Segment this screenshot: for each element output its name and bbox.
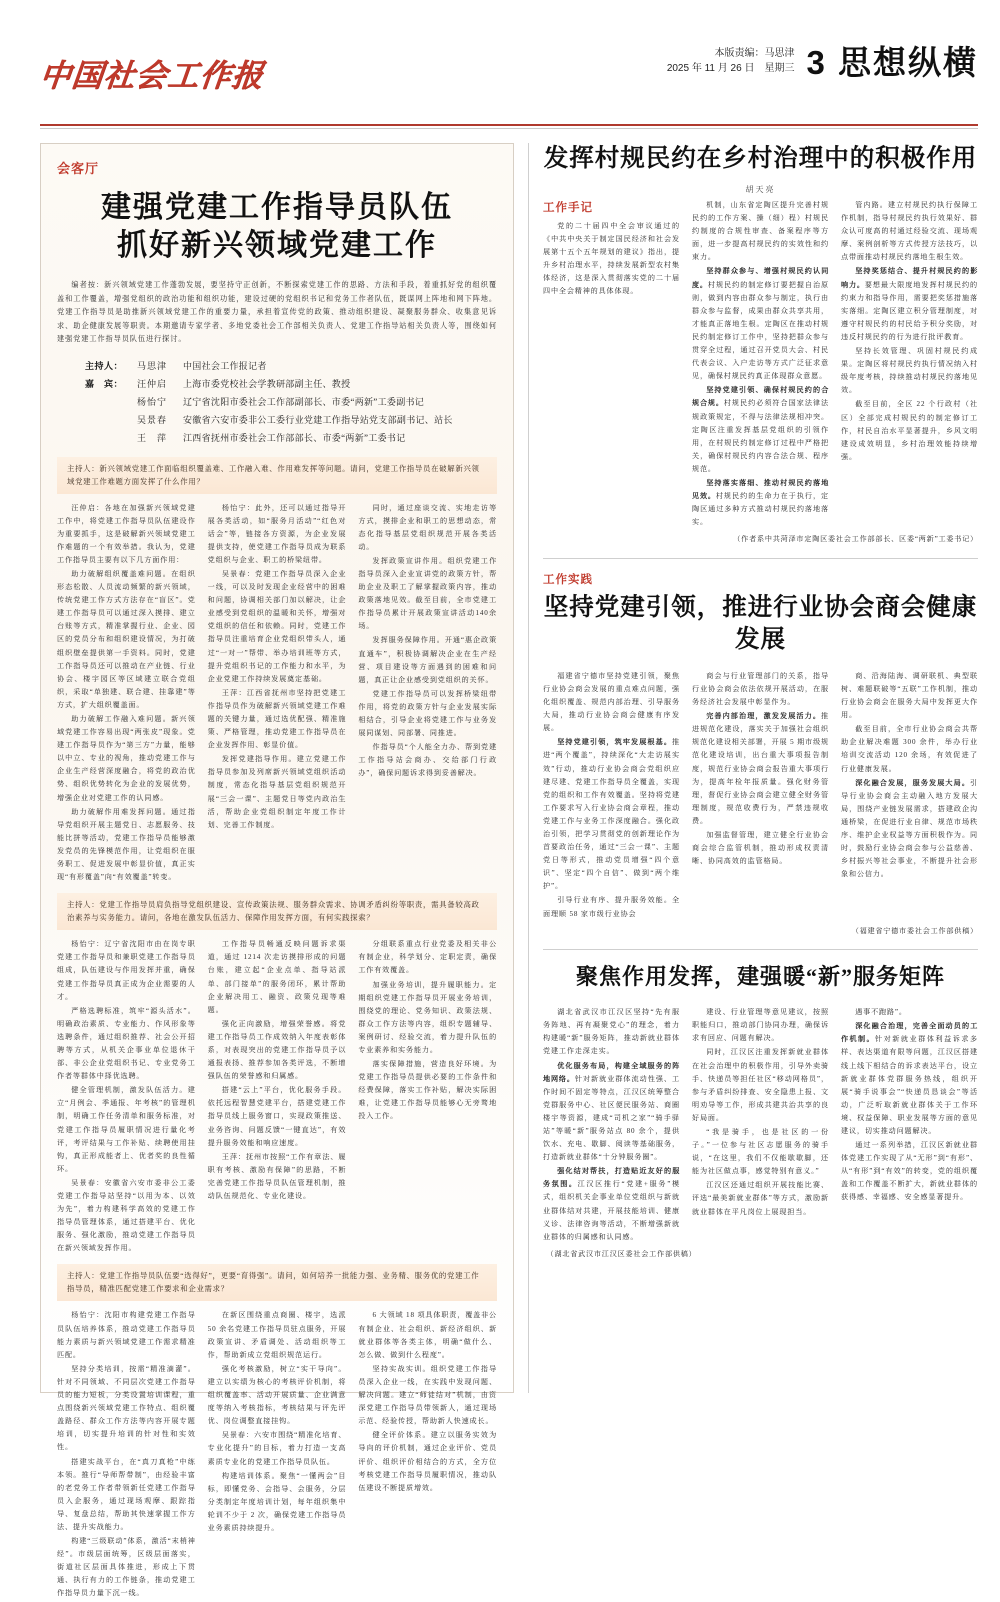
feature-s2-col2	[208, 938, 347, 1256]
roster-name: 杨怡宁	[137, 396, 168, 407]
body-paragraph: 助力破解组织覆盖难问题。在组织形态松散、人员流动频繁的新兴领域，传统党建工作方式方法存在“盲区”。党建工作指导员可以通过深入摸排、建立台账等方式，精准掌握行业、企业、园区的党员分布和组织建设情况，为打破组织壁垒提供第一手资料。同时，党建工作指导员还可以推动在产业链、行业协会、楼宇园区等区域建立联合党组织，采取“单独建、联合建、挂靠建”等方式，扩大组织覆盖面。	[57, 569, 196, 709]
article-3	[543, 962, 978, 1260]
body-paragraph: 汪仲启：各地在加强新兴领域党建工作中，将党建工作指导员队伍建设作为重要抓手，这是破解新兴领域党建工作难题的一个有效举措。我认为，党建工作指导员主要有以下几方面作用：	[57, 503, 196, 564]
body-paragraph: 杨怡宁：辽宁省沈阳市由在岗专职党建工作指导员和兼职党建工作指导员组成，队伍建设与作用发挥并重，确保党建工作指导员真正成为企业需要的人才。	[57, 940, 196, 1001]
feature-s1-col2	[208, 502, 347, 886]
body-paragraph: 健全管理机制，激发队伍活力。建立“月例会、季通报、年考核”的管理机制，明确工作任务清单和服务标准，对党建工作指导员履职情况进行量化考评，考评结果与工作补贴、续聘使用挂钩，真正形成能者上、优者奖的良性循环。	[57, 1086, 196, 1173]
article-2-col1	[543, 670, 680, 922]
section-name: 思想纵横	[838, 44, 978, 81]
feature-s1-col3	[358, 502, 497, 886]
article-2-col3	[841, 670, 978, 922]
article-1-byline: 胡天亮	[745, 185, 776, 194]
paragraph-subheading: 完善内部治理，激发发展活力。	[706, 712, 822, 721]
roster-row	[85, 429, 497, 447]
body-paragraph: 截至目前，全区 22 个行政村（社区）全部完成村规民约的制定修订工作，村民自治水平显著提升，乡风文明建设成效明显，乡村治理效能持续增强。	[841, 400, 978, 461]
body-paragraph: 强化考核激励，树立“实干导向”。建立以实绩为核心的考核评价机制，将组织覆盖率、活动开展质量、企业满意度等纳入考核指标，考核结果与评先评优、岗位调整直接挂钩。	[207, 1364, 347, 1426]
roster-desc: 上海市委党校社会学教研部副主任、教授	[183, 378, 351, 389]
body-paragraph: 坚持奖惩结合、提升村规民约的影响力。要想最大限度地发挥村规民约的约束力和指导作用，需要把奖惩措施落实落细。定陶区建立积分管理制度，对遵守村规民约的村民给予积分奖励，对违反村规民约的行为进行批评教育。	[841, 267, 978, 341]
roster-label	[85, 393, 137, 411]
body-paragraph: 构建“三级联动”体系，激活“末梢神经”。市级层面统筹，区级层面落实，街道社区层面具体推进，形成上下贯通、执行有力的工作链条，推动党建工作指导员力量下沉一线。	[57, 1537, 196, 1598]
body-paragraph: 强化正向激励，增强荣誉感。将党建工作指导员工作成效纳入年度表彰体系，对表现突出的党建工作指导员予以通报表扬、推荐参加各类评选，不断增强队伍的荣誉感和归属感。	[207, 1019, 347, 1081]
masthead-rule-thin	[40, 128, 978, 129]
body-paragraph: 商、沿海陆海、调研联机、典型联树、难题联破等“五联”工作机制，推动行业协会商会在服务大局中发挥更大作用。	[841, 671, 978, 720]
body-paragraph: 吴景春：党建工作指导员深入企业一线，可以及时发现企业经营中的困难和问题，协调相关部门加以解决，让企业感受到党组织的温暖和关怀，增强对党组织的信任和依赖。同时，党建工作指导员注重培育企业党组织带头人，通过“一对一”帮带、举办培训班等方式，提升党组织书记的工作能力和水平，为企业党建工作持续发展奠定基础。	[207, 569, 347, 683]
article-2-kicker: 工作实践	[543, 573, 593, 586]
body-paragraph: 王萍：江西省抚州市坚持把党建工作指导员作为破解新兴领域党建工作难题的关键力量，通过选优配强、精准施策、严格管理，推动党建工作指导员在企业发挥作用、彰显价值。	[207, 688, 347, 750]
roster-desc: 中国社会工作报记者	[183, 360, 267, 371]
body-paragraph: 杨怡宁：沈阳市构建党建工作指导员队伍培养体系，推动党建工作指导员能力素质与新兴领域党建工作需求精准匹配。	[57, 1311, 196, 1359]
column-divider	[528, 143, 529, 1393]
article-3-col2	[692, 1006, 829, 1245]
paragraph-subheading: 深化融合治理，完善全面动员的工作机制。	[841, 1022, 978, 1044]
body-paragraph: 引导行业有序、提升服务效能。全面理顺 58 家市级行业协会	[543, 896, 680, 918]
body-paragraph: 在新区围绕重点商圈、楼宇，选派 50 余名党建工作指导员驻点服务，开展政策宣讲、矛盾调处、活动组织等工作，帮助新成立党组织规范运行。	[207, 1311, 347, 1359]
article-divider-1	[543, 558, 978, 559]
body-paragraph: 健全评价体系。建立以服务实效为导向的评价机制，通过企业评价、党员评价、组织评价相结合的方式，全方位考核党建工作指导员履职情况，推动队伍建设不断提质增效。	[358, 1431, 498, 1492]
body-paragraph: 湖北省武汉市江汉区坚持“先有服务阵地、再有凝聚党心”的理念，着力构建暖“新”服务矩阵，推动新就业群体党建工作走深走实。	[543, 1008, 680, 1056]
article-2-columns	[543, 670, 978, 922]
body-paragraph: 发挥服务保障作用。开通“惠企政策直通车”，积极协调解决企业在生产经营、项目建设等方面遇到的困难和问题，真正让企业感受到党组织的关怀。	[358, 636, 498, 684]
body-paragraph: 通过一系列举措，江汉区新就业群体党建工作实现了从“无形”到“有形”、从“有形”到“有效”的转变，党的组织覆盖和工作覆盖不断扩大，新就业群体的获得感、幸福感、安全感显著提升。	[841, 1141, 978, 1202]
feature-s2-col1	[57, 938, 196, 1256]
feature-title-line2: 抓好新兴领域党建工作	[117, 229, 437, 262]
body-paragraph: 坚持实战实训。组织党建工作指导员深入企业一线，在实践中发现问题、解决问题。建立“师徒结对”机制，由资深党建工作指导员带领新人，通过现场示范、经验传授，帮助新人快速成长。	[358, 1364, 498, 1426]
body-paragraph: 助力破解作用难发挥问题。通过指导党组织开展主题党日、志愿服务、技能比拼等活动，党建工作指导员能够激发党员的先锋模范作用，让党组织在服务职工、促进发展中彰显价值，真正实现“有形覆盖”向“有效覆盖”转变。	[57, 807, 196, 882]
body-paragraph: 吴景春：安徽省六安市委非公工委党建工作指导站坚持“以用为本、以效为先”，着力构建科学高效的党建工作指导员管理体系，通过搭建平台、优化服务、强化激励，推动党建工作指导员在新兴领域发挥作用。	[57, 1178, 196, 1253]
body-paragraph: 管内路。建立村规民约执行保障工作机制，指导村规民约执行效果好、群众认可度高的村通过经验交流、现场观摩、案例剖析等方式传授方法技巧，以点带面推动村规民约落地生根生效。	[841, 201, 978, 262]
article-1-credit: （作者系中共菏泽市定陶区委社会工作部部长、区委“两新”工委书记）	[733, 535, 978, 544]
roster-desc: 辽宁省沈阳市委社会工作部副部长、市委“两新”工委副书记	[183, 396, 425, 407]
article-1-col1	[543, 199, 680, 530]
masthead-right	[667, 46, 978, 80]
article-1-col3	[841, 199, 978, 530]
roster-name: 马思津	[137, 360, 168, 371]
body-paragraph: 落实保障措施，营造良好环境。为党建工作指导员提供必要的工作条件和经费保障，落实工作补贴，解决实际困难，让党建工作指导员能够心无旁骛地投入工作。	[358, 1060, 498, 1121]
left-column	[40, 143, 514, 1598]
body-paragraph: 坚持长效管理、巩固村规民约成果。定陶区将村规民约执行情况纳入村级年度考核，持续推动村规民约落地见效。	[841, 347, 978, 395]
article-2-credit: （福建省宁德市委社会工作部供稿）	[851, 926, 978, 935]
body-paragraph: 分组联系重点行业党委及相关非公有制企业，科学划分、定职定责，确保工作有效覆盖。	[358, 940, 498, 975]
paragraph-subheading: 坚持落实落细、推动村规民约落地见效。	[692, 478, 829, 501]
body-paragraph: 王萍：抚州市按照“工作有章法、履职有考核、激励有保障”的思路，不断完善党建工作指导员队伍管理机制，推动队伍规范化、专业化建设。	[207, 1152, 347, 1200]
body-paragraph: 坚持分类培训，按需“精准滴灌”。针对不同领域、不同层次党建工作指导员的能力短板，分类设置培训课程，重点围绕新兴领域党建工作特点、组织覆盖路径、群众工作方法等内容开展专题培训，切实提升培训的针对性和实效性。	[57, 1364, 196, 1452]
body-paragraph: 搭建“云上”平台，优化服务手段。依托远程智慧党建平台，搭建党建工作指导员线上服务窗口，实现政策推送、业务咨询、问题反馈“一键直达”，有效提升服务效能和响应速度。	[207, 1086, 347, 1147]
paragraph-subheading: 强化结对帮扶，打造贴近友好的服务氛围。	[543, 1167, 680, 1189]
body-paragraph: 党的二十届四中全会审议通过的《中共中央关于制定国民经济和社会发展第十五个五年规划的建议》指出，提升乡村治理水平，持续发展新型农村集体经济，这是深入贯彻落实党的二十届四中全会精神的具体体现。	[543, 222, 680, 296]
paragraph-subheading: 深化融合发展，服务发展大局。	[855, 778, 971, 787]
page-number: 3	[806, 44, 827, 81]
body-paragraph: 同时，江汉区注重发挥新就业群体在社会治理中的积极作用，引导外卖骑手、快递员等担任社区“移动网格员”，参与矛盾纠纷排查、安全隐患上报、文明劝导等工作，形成共建共治共享的良好局面。	[692, 1048, 829, 1122]
roster-row	[85, 375, 497, 393]
body-paragraph: 同时，通过座谈交流、实地走访等方式，摸排企业和职工的思想动态，常态化指导基层党组织规范开展各类活动。	[358, 503, 498, 551]
body-paragraph: 完善内部治理，激发发展活力。推进规范化建设，落实关于加强社会组织规范化建设相关部署，开展 5 期市级规范化建设培训，出台重大事项报告制度，规范行业协会商会报告重大事项行为，提高年检年报质量。强化财务管理，督促行业协会商会建立健全财务管理制度，规范收费行为，严禁违规收费。	[692, 712, 829, 825]
feature-s3-col2	[208, 1309, 347, 1601]
feature-title-line1: 建强党建工作指导员队伍	[101, 191, 453, 224]
host-question-1: 主持人：新兴领域党建工作面临组织覆盖难、工作融入难、作用难发挥等问题。请问，党建工作指导员在破解新兴领域党建工作难题方面发挥了什么作用？	[57, 457, 497, 494]
body-paragraph: 搭建实战平台，在“真刀真枪”中练本领。推行“导师帮带制”，由经验丰富的老党务工作者带领新任党建工作指导员入企服务，通过现场观摩、跟踪指导、复盘总结，帮助其快速掌握工作方法、提升实战能力。	[57, 1457, 196, 1531]
article-1	[543, 143, 978, 546]
body-paragraph: 强化结对帮扶，打造贴近友好的服务氛围。江汉区推行“党建+服务”模式，组织机关企事业单位党组织与新就业群体结对共建，开展技能培训、健康义诊、法律咨询等活动，不断增强新就业群体的归属感和认同感。	[543, 1167, 680, 1241]
body-paragraph: 严格选聘标准，筑牢“源头活水”。明确政治素质、专业能力、作风形象等选聘条件，通过组织推荐、社会公开招聘等方式，从机关企事业单位退休干部、非公企业党组织书记、专业党务工作者等群体中择优选聘。	[57, 1006, 196, 1081]
page-number-and-section	[806, 46, 978, 80]
feature-title	[57, 189, 497, 265]
body-paragraph: 作指导员“个人能全力办、帮到党建工作指导站会商办、交给部门行政办”，确保问题诉求得到妥善解决。	[358, 743, 498, 778]
body-paragraph: 构建培训体系。聚焦“一懂两会”目标，即懂党务、会指导、会服务，分层分类制定年度培训计划，每年组织集中轮训不少于 2 次，确保党建工作指导员业务素质持续提升。	[207, 1471, 347, 1532]
body-paragraph: 商会与行业管理部门的关系，指导行业协会商会依法依规开展活动，在服务经济社会发展中彰显作为。	[692, 671, 829, 707]
feature-s1-col1	[57, 502, 196, 886]
newspaper-logo: 中国社会工作报	[37, 58, 266, 93]
feature-s3-col3	[358, 1309, 497, 1601]
body-paragraph: 坚持党建引领，筑牢发展根基。推进“两个覆盖”，持续深化“大走访展实效”行动，推动行业协会商会党组织应建尽建、党建工作指导员全覆盖，实现党的组织和工作有效覆盖。坚持将党建工作要求写入行业协会商会章程，推动党建工作与业务工作深度融合。强化政治引领，把学习贯彻党的创新理论作为首要政治任务，通过“三会一课”、主题党日等形式，推动党员增强“四个意识”、坚定“四个自信”、做到“两个维护”。	[543, 738, 680, 891]
feature-section-3	[57, 1309, 497, 1601]
page-editor-line: 本版责编：马思津	[714, 48, 795, 59]
article-1-col2	[692, 199, 829, 530]
editor-note: 编者按：新兴领域党建工作蓬勃发展，要坚持守正创新，不断探索党建工作的思路、方法和手段，着重抓好党的组织覆盖和工作覆盖，增强党组织的政治功能和组织功能，建设过硬的党组织书记和党务工作者队伍，既谋网上阵地和网下阵地。党建工作指导员是助推新兴领域党建工作的重要力量，承担着宣传党的政策、推动组织建设、凝聚服务群众、收集意见诉求、助企健康发展等职责。本期邀请专家学者、多地党委社会工作部相关负责人、党建工作指导站相关负责人等，围绕如何建强党建工作指导员队伍进行探讨。	[57, 281, 497, 343]
roster-label	[85, 429, 137, 447]
body-paragraph: 深化融合治理，完善全面动员的工作机制。针对新就业群体利益诉求多样、表达渠道有限等问题，江汉区搭建线上线下相结合的诉求表达平台，设立新就业群体党群服务热线，组织开展“骑手说事会”“快递员恳谈会”等活动，广泛听取新就业群体关于工作环境、权益保障、职业发展等方面的意见建议，切实推动问题解决。	[841, 1022, 978, 1135]
masthead	[37, 42, 978, 120]
article-1-title: 发挥村规民约在乡村治理中的积极作用	[543, 145, 978, 172]
body-paragraph: 杨怡宁：此外，还可以通过指导开展各类活动，如“服务月活动”“红色对话会”等，链接各方资源，为企业发展提供支持，使党建工作指导员成为联系党组织与企业、职工的桥梁纽带。	[207, 503, 347, 564]
participant-roster	[85, 357, 497, 447]
body-paragraph: “我是骑手，也是社区的一份子。”一位参与社区志愿服务的骑手说，“在这里，我们不仅能歇歇脚，还能为社区做点事，感觉特别有意义。”	[692, 1127, 829, 1176]
body-paragraph: 福建省宁德市坚持党建引领，聚焦行业协会商会发展的重点难点问题，强化组织覆盖、规范内部治理、引导服务大局，推动行业协会商会健康有序发展。	[543, 671, 680, 733]
paragraph-subheading: 坚持党建引领，筑牢发展根基。	[557, 738, 673, 747]
feature-article	[40, 143, 514, 1598]
paragraph-subheading: 坚持党建引领、确保村规民约的合规合规。	[692, 386, 829, 408]
feature-s3-col1	[57, 1309, 196, 1601]
masthead-meta	[667, 46, 795, 80]
body-paragraph: 建设、行业管理等意见建议，按照职能归口，推动部门协同办理，确保诉求有回应、问题有解决。	[692, 1008, 829, 1043]
body-paragraph: 江汉区还通过组织开展技能比赛、评选“最美新就业群体”等方式，激励新就业群体在平凡岗位上展现担当。	[692, 1181, 829, 1216]
article-3-col1	[543, 1006, 680, 1245]
article-3-credit: （湖北省武汉市江汉区委社会工作部供稿）	[546, 1249, 697, 1258]
article-1-columns	[543, 199, 978, 530]
article-3-columns	[543, 1006, 978, 1245]
body-paragraph: 遇事不跑路”。	[855, 1008, 907, 1017]
roster-row	[85, 393, 497, 411]
body-paragraph: 发挥党建指导作用。建立党建工作指导员参加及列席新兴领域党组织活动制度，常态化指导基层党组织规范开展“三会一课”、主题党日等党内政治生活，帮助企业党组织制定年度工作计划、完善工作制度。	[207, 755, 347, 829]
right-column	[543, 143, 978, 1393]
roster-label: 主持人：	[85, 360, 124, 371]
host-question-2: 主持人：党建工作指导员肩负指导党组织建设、宣传政策法规、服务群众需求、协调矛盾纠纷等职责，需具备较高政治素养与实务能力。请问，各地在激发队伍活力、保障作用发挥方面，有何实践探索？	[57, 893, 497, 930]
body-paragraph: 工作指导员畅通反映问题诉求渠道，通过 1214 次走访摸排形成的问题台账，建立起“企业点单、指导站派单、部门接单”的服务闭环，累计帮助企业解决用工、融资、政策兑现等难题。	[207, 940, 347, 1014]
roster-desc: 江西省抚州市委社会工作部部长、市委“两新”工委书记	[183, 432, 406, 443]
body-paragraph: 深化融合发展，服务发展大局。引导行业协会商会主动融入地方发展大局，围绕产业链发展需求，搭建政企沟通桥梁，在促进行业自律、规范市场秩序、维护企业权益等方面积极作为。同时，鼓励行业协会商会参与公益慈善、乡村振兴等社会事业，不断提升社会形象和公信力。	[841, 778, 978, 879]
article-3-col3	[841, 1006, 978, 1245]
roster-row	[85, 357, 497, 375]
article-divider-2	[543, 949, 978, 950]
roster-row	[85, 411, 497, 429]
roster-name: 汪仲启	[137, 378, 168, 389]
body-paragraph: 机制，山东省定陶区提升完善村规民约的工作方案、操（细）程）村规民约制度的合规性审查、备案程序等方面，进一步提高村规民约的实效性和约束力。	[692, 201, 829, 262]
body-paragraph: 截至目前，全市行业协会商会共帮助企业解决难题 300 余件，举办行业培训交流活动 120 余场，有效促进了行业健康发展。	[841, 725, 978, 773]
feature-section-1	[57, 502, 497, 886]
body-paragraph: 吴景春：六安市围绕“精准化培育、专业化提升”的目标，着力打造一支高素质专业化的党建工作指导员队伍。	[207, 1431, 347, 1466]
body-paragraph: 党建工作指导员可以发挥桥梁纽带作用，将党的政策方针与企业发展实际相结合，引导企业将党建工作与业务发展同谋划、同部署、同推进。	[358, 689, 498, 738]
paragraph-subheading: 坚持群众参与、增强村规民约认同度。	[692, 267, 829, 289]
feature-section-2	[57, 938, 497, 1256]
publication-date: 2025 年 11 月 26 日 星期三	[666, 63, 795, 74]
masthead-rule	[40, 124, 978, 126]
article-3-title: 聚焦作用发挥，建强暖“新”服务矩阵	[575, 964, 945, 990]
article-2	[543, 571, 978, 937]
roster-desc: 安徽省六安市委非公工委行业党建工作指导站党支部副书记、站长	[183, 414, 453, 425]
body-paragraph: 加强监督管理，建立健全行业协会商会综合监管机制，推动形成权责清晰、协同高效的监管格局。	[692, 830, 829, 866]
feature-kicker: 会客厅	[57, 161, 100, 176]
body-paragraph: 加强业务培训，提升履职能力。定期组织党建工作指导员开展业务培训，围绕党的理论、党务知识、政策法规、群众工作方法等内容，组织专题辅导、案例研讨、经验交流，着力提升队伍的专业素养和实务能力。	[358, 980, 498, 1054]
body-paragraph: 发挥政策宣讲作用。组织党建工作指导员深入企业宣讲党的政策方针，帮助企业及职工了解掌握政策内容，推动政策落地见效。截至目前，全市党建工作指导员累计开展政策宣讲活动140余场。	[358, 556, 498, 631]
body-paragraph: 助力破解工作融入难问题。新兴领域党建工作容易出现“两张皮”现象。党建工作指导员作为“第三方”力量，能够以中立、专业的视角，推动党建工作与企业生产经营深度融合，将党的政治优势、组织优势转化为企业的发展优势，增强企业对党建工作的认同感。	[57, 715, 196, 802]
page-body	[40, 143, 978, 1598]
roster-name: 王 萍	[137, 432, 168, 443]
roster-name: 吴景春	[137, 414, 168, 425]
body-paragraph: 优化服务布局，构建全域服务的阵地网络。针对新就业群体流动性强、工作时间不固定等特点，江汉区统筹整合党群服务中心、社区便民服务站、商圈楼宇等资源，建成“司机之家”“骑手驿站”等暖“新”服务站点 80 余个，提供饮水、充电、歇脚、阅读等基础服务，打造新就业群体“十分钟服务圈”。	[543, 1061, 680, 1162]
paragraph-subheading: 优化服务布局，构建全域服务的阵地网络。	[543, 1061, 680, 1083]
host-question-3: 主持人：党建工作指导员队伍要“选得好”，更要“育得强”。请问，如何培养一批能力强、业务精、服务优的党建工作指导员，精准匹配党建工作要求和企业需求？	[57, 1264, 497, 1301]
article-2-title: 坚持党建引领，推进行业协会商会健康发展	[543, 593, 978, 653]
roster-label: 嘉 宾：	[85, 378, 124, 389]
paragraph-subheading: 坚持奖惩结合、提升村规民约的影响力。	[841, 267, 978, 289]
body-paragraph: 坚持党建引领、确保村规民约的合规合规。村规民约必须符合国家法律法规政策规定，不得与法律法规相冲突。定陶区注重发挥基层党组织的引领作用，在村规民约制定修订过程中严格把关，确保村规民约内容合法合规、程序规范。	[692, 386, 829, 473]
body-paragraph: 6 大领域 18 项具体职责，覆盖非公有制企业、社会组织、新经济组织、新就业群体等各类主体，明确“做什么、怎么做、做到什么程度”。	[358, 1311, 498, 1359]
roster-label	[85, 411, 137, 429]
body-paragraph: 坚持落实落细、推动村规民约落地见效。村规民约的生命力在于执行，定陶区通过多种方式推动村规民约落地落实。	[692, 478, 829, 527]
article-1-kicker: 工作手记	[543, 202, 593, 214]
body-paragraph: 坚持群众参与、增强村规民约认同度。村规民约的制定修订要把握自治原则，做到内容由群众参与制定，执行由群众参与监督，成果由群众共享共用，才能真正落地生根。定陶区在推动村规民约制定修订工作中，坚持把群众参与贯穿全过程，通过召开党员大会、村民代表会议、入户走访等方式广泛征求意见，确保村规民约真正体现群众意愿。	[692, 267, 829, 381]
article-2-col2	[692, 670, 829, 922]
feature-s2-col3	[358, 938, 497, 1256]
